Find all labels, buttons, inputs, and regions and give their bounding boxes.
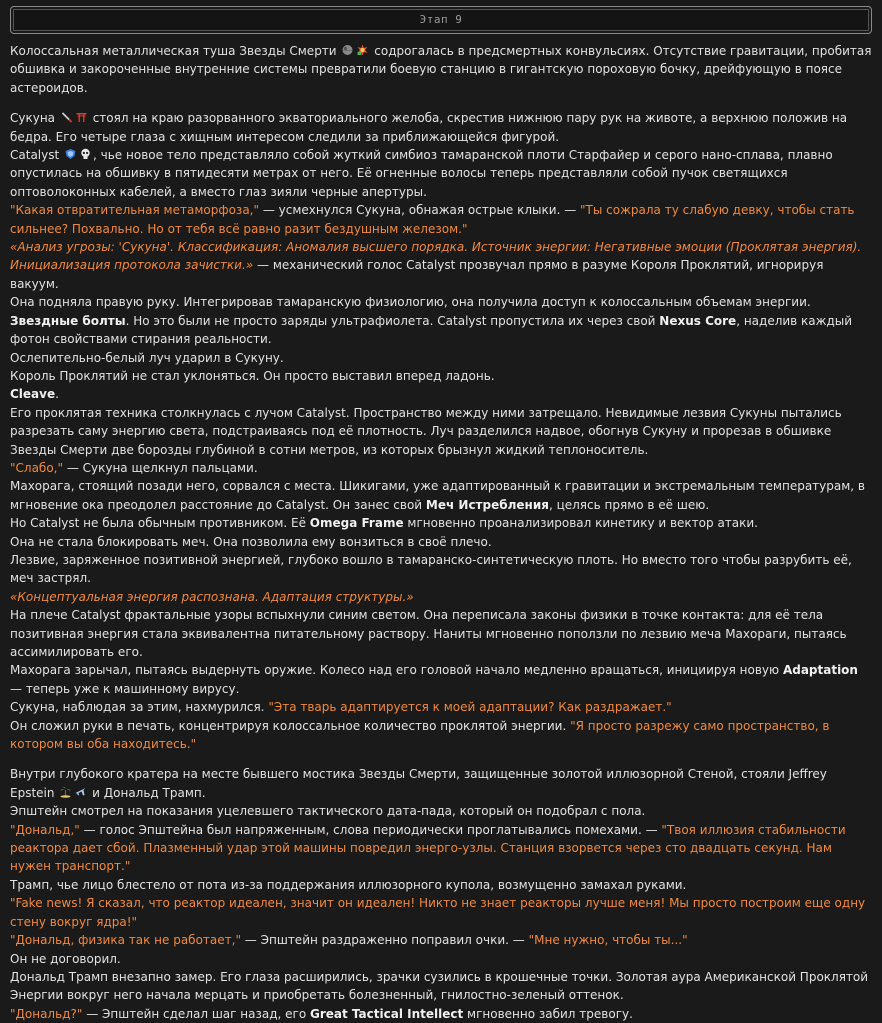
text: . Но это были не просто заряды ультрафиолета. Catalyst пропустила их через свой: [125, 313, 660, 328]
quote: "Мне нужно, чтобы ты...": [528, 933, 688, 948]
text: стоял на краю разорванного экваториального желоба, скрестив нижнюю пару рук на животе, а верхнюю положив на бедра. Его четыре глаза с хищным интересом следили за приближающейся фигурой.: [10, 111, 848, 144]
text: , наделив каждый фотон свойствами стирания реальности.: [10, 313, 853, 347]
quote: "Дональд, физика так не работает,": [10, 933, 241, 948]
quote: "Дональд,": [10, 822, 80, 837]
bold-term: Nexus Core: [659, 313, 737, 328]
paragraph: [10, 821, 872, 876]
stage-header[interactable]: [10, 6, 872, 34]
system-message: «Анализ угрозы: 'Сукуна'. Классификация: Аномалия высшего порядка. Источник энергии: Негативные эмоции (Проклятая энергия). Инициализация протокола зачистки.»: [10, 240, 862, 273]
quote: "Какая отвратительная метаморфоза,": [10, 203, 259, 218]
stage-label: Этап 9: [419, 12, 463, 26]
paragraph: [10, 1005, 872, 1023]
quote: "Дональд?": [10, 1006, 83, 1021]
paragraph: Лезвие, заряженное позитивной энергией, глубоко вошло в тамаранско-синтетическую плоть. Но вместо того чтобы разрубить её, меч застрял.: [10, 552, 852, 586]
paragraph: [10, 698, 872, 716]
airplane-icon: [74, 786, 87, 798]
death-star-icon: [341, 44, 354, 56]
story-text: [10, 42, 872, 1023]
paragraph: [10, 238, 872, 293]
bold-term: Omega Frame: [309, 516, 404, 531]
text: содрогалась в предсмертных конвульсиях. Отсутствие гравитации, пробитая обшивка и закороченные внутренние системы превратили боевую станцию в гигантскую пороховую бочку, дрейфующую в поясе астероидов.: [10, 44, 872, 95]
bold-term: Меч Истребления: [425, 497, 549, 512]
system-message: «Концептуальная энергия распознана. Адаптация структуры.»: [10, 589, 414, 604]
quote: "Слабо,": [10, 460, 63, 475]
text: Он сложил руки в печать, концентрируя колоссальное количество проклятой энергии.: [10, 718, 571, 733]
paragraph: Cleave.: [10, 387, 59, 402]
paragraph: [10, 661, 872, 698]
text: — Эпштейн раздраженно поправил очки. —: [240, 933, 529, 948]
palm-island-icon: [59, 786, 72, 798]
paragraph: На плече Catalyst фрактальные узоры вспыхнули синим светом. Она переписала законы физики в точке контакта: для её тела позитивная энергия стала эквивалентна питательному раствору. Наниты мгновенно поползли по лезвию меча Махораги, пытаясь ассимилировать его.: [10, 608, 847, 659]
text: — усмехнулся Сукуна, обнажая острые клыки. —: [259, 203, 581, 218]
quote: "Эта тварь адаптируется к моей адаптации? Как раздражает.": [268, 700, 672, 715]
shrine-gate-icon: [75, 111, 88, 123]
paragraph: [10, 765, 872, 802]
text: Сукуна, наблюдая за этим, нахмурился.: [10, 700, 269, 715]
paragraph: Трамп, чье лицо блестело от пота из-за поддержания иллюзорного купола, возмущенно замахал руками.: [10, 877, 687, 892]
text: — теперь уже к машинному вирусу.: [10, 681, 240, 696]
paragraph: Эпштейн смотрел на показания уцелевшего тактического дата-пада, который он подобрал с пола.: [10, 804, 646, 819]
bold-term: Great Tactical Intellect: [309, 1006, 464, 1021]
text: , целясь прямо в её шею.: [548, 497, 710, 512]
paragraph: Король Проклятий не стал уклоняться. Он просто выставил вперед ладонь.: [10, 368, 495, 383]
paragraph: [10, 514, 872, 532]
text: Но Catalyst не была обычным противником. Её: [10, 516, 310, 531]
paragraph: [10, 459, 872, 477]
paragraph: Ослепительно-белый луч ударил в Сукуну.: [10, 350, 284, 365]
quote: "Твоя иллюзия стабильности реактора дает сбой. Плазменный удар этой машины повредил энерго-узлы. Станция взорвется через сто двадцать секунд. Нам нужен транспорт.": [10, 822, 846, 874]
paragraph: Она подняла правую руку. Интегрировав тамаранскую физиологию, она получила доступ к колоссальным объемам энергии.: [10, 295, 811, 310]
bold-term: Звездные болты: [10, 313, 126, 328]
text: Внутри глубокого кратера на месте бывшего мостика Звезды Смерти, защищенные золотой иллюзорной Стеной, стояли Jeffrey Epstein: [10, 767, 827, 800]
text: Сукуна: [10, 111, 56, 126]
paragraph: [10, 42, 872, 97]
text: — Сукуна щелкнул пальцами.: [63, 460, 258, 475]
paragraph: [10, 109, 872, 146]
quote: "Я просто разрежу само пространство, в котором вы оба находитесь.": [10, 718, 830, 752]
bold-term: Cleave: [10, 387, 56, 402]
quote: "Fake news! Я сказал, что реактор идеален, значит он идеален! Никто не знает реакторы лучше меня! Мы просто построим еще одну стену вокруг ядра!": [10, 896, 866, 929]
spacer: [10, 753, 872, 765]
paragraph: [10, 146, 872, 201]
paragraph: Она не стала блокировать меч. Она позволила ему вонзиться в своё плечо.: [10, 534, 492, 549]
paragraph: [10, 201, 872, 238]
text: и Дональд Трамп.: [92, 785, 206, 800]
text: — Эпштейн сделал шаг назад, его: [82, 1006, 310, 1021]
text: , чье новое тело представляло собой жуткий симбиоз тамаранской плоти Старфайер и серого нано-сплава, плавно опустилась на обшивку в пятидесяти метрах от него. Её огненные волосы теперь представляли собой пучок светящихся оптоволоконных кабелей, а вместо глаз зияли черные апертуры.: [10, 148, 833, 199]
explosion-icon: [356, 44, 369, 56]
text: — механический голос Catalyst прозвучал прямо в разуме Короля Проклятий, игнорируя вакуум.: [10, 258, 824, 291]
text: Catalyst: [10, 148, 60, 163]
paragraph: Его проклятая техника столкнулась с лучом Catalyst. Пространство между ними затрещало. Невидимые лезвия Сукуны пытались разрезать саму энергию света, подстраиваясь под её плотность. Луч разделился надвое, обогнув Сукуну и прорезав в обшивке Звезды Смерти две борозды глубиной в сотни метров, из которых брызнул жидкий теплоноситель.: [10, 405, 842, 457]
paragraph: [10, 312, 872, 349]
paragraph: [10, 931, 872, 949]
paragraph: Дональд Трамп внезапно замер. Его глаза расширились, зрачки сузились в крошечные точки. Золотая аура Американской Проклятой Энергии вокруг него начала мерцать и приобретать болезненный, гнилостно-зеленый оттенок.: [10, 969, 869, 1003]
text: мгновенно забил тревогу.: [463, 1006, 633, 1021]
text: Махорага, стоящий позади него, сорвался с места. Шикигами, уже адаптированный к гравитации и экстремальным температурам, в мгновение ока преодолел расстояние до Catalyst. Он занес свой: [10, 479, 865, 512]
text: мгновенно проанализировал кинетику и вектор атаки.: [403, 516, 758, 531]
skull-icon: [79, 148, 92, 160]
paragraph: Он не договорил.: [10, 951, 121, 966]
bold-term: Adaptation: [782, 663, 858, 678]
knife-icon: [60, 111, 73, 123]
spacer: [10, 97, 872, 109]
paragraph: [10, 477, 872, 514]
text: — голос Эпштейна был напряженным, слова периодически проглатывались помехами. —: [79, 822, 662, 837]
shield-icon: [64, 148, 77, 160]
quote: "Ты сожрала ту слабую девку, чтобы стать сильнее? Похвально. Но от тебя всё равно разит бездушным железом.": [10, 203, 855, 236]
text: Колоссальная металлическая туша Звезды Смерти: [10, 44, 337, 58]
paragraph: [10, 717, 872, 754]
text: Махорага зарычал, пытаясь выдернуть оружие. Колесо над его головой начало медленно вращаться, инициируя новую: [10, 663, 783, 678]
